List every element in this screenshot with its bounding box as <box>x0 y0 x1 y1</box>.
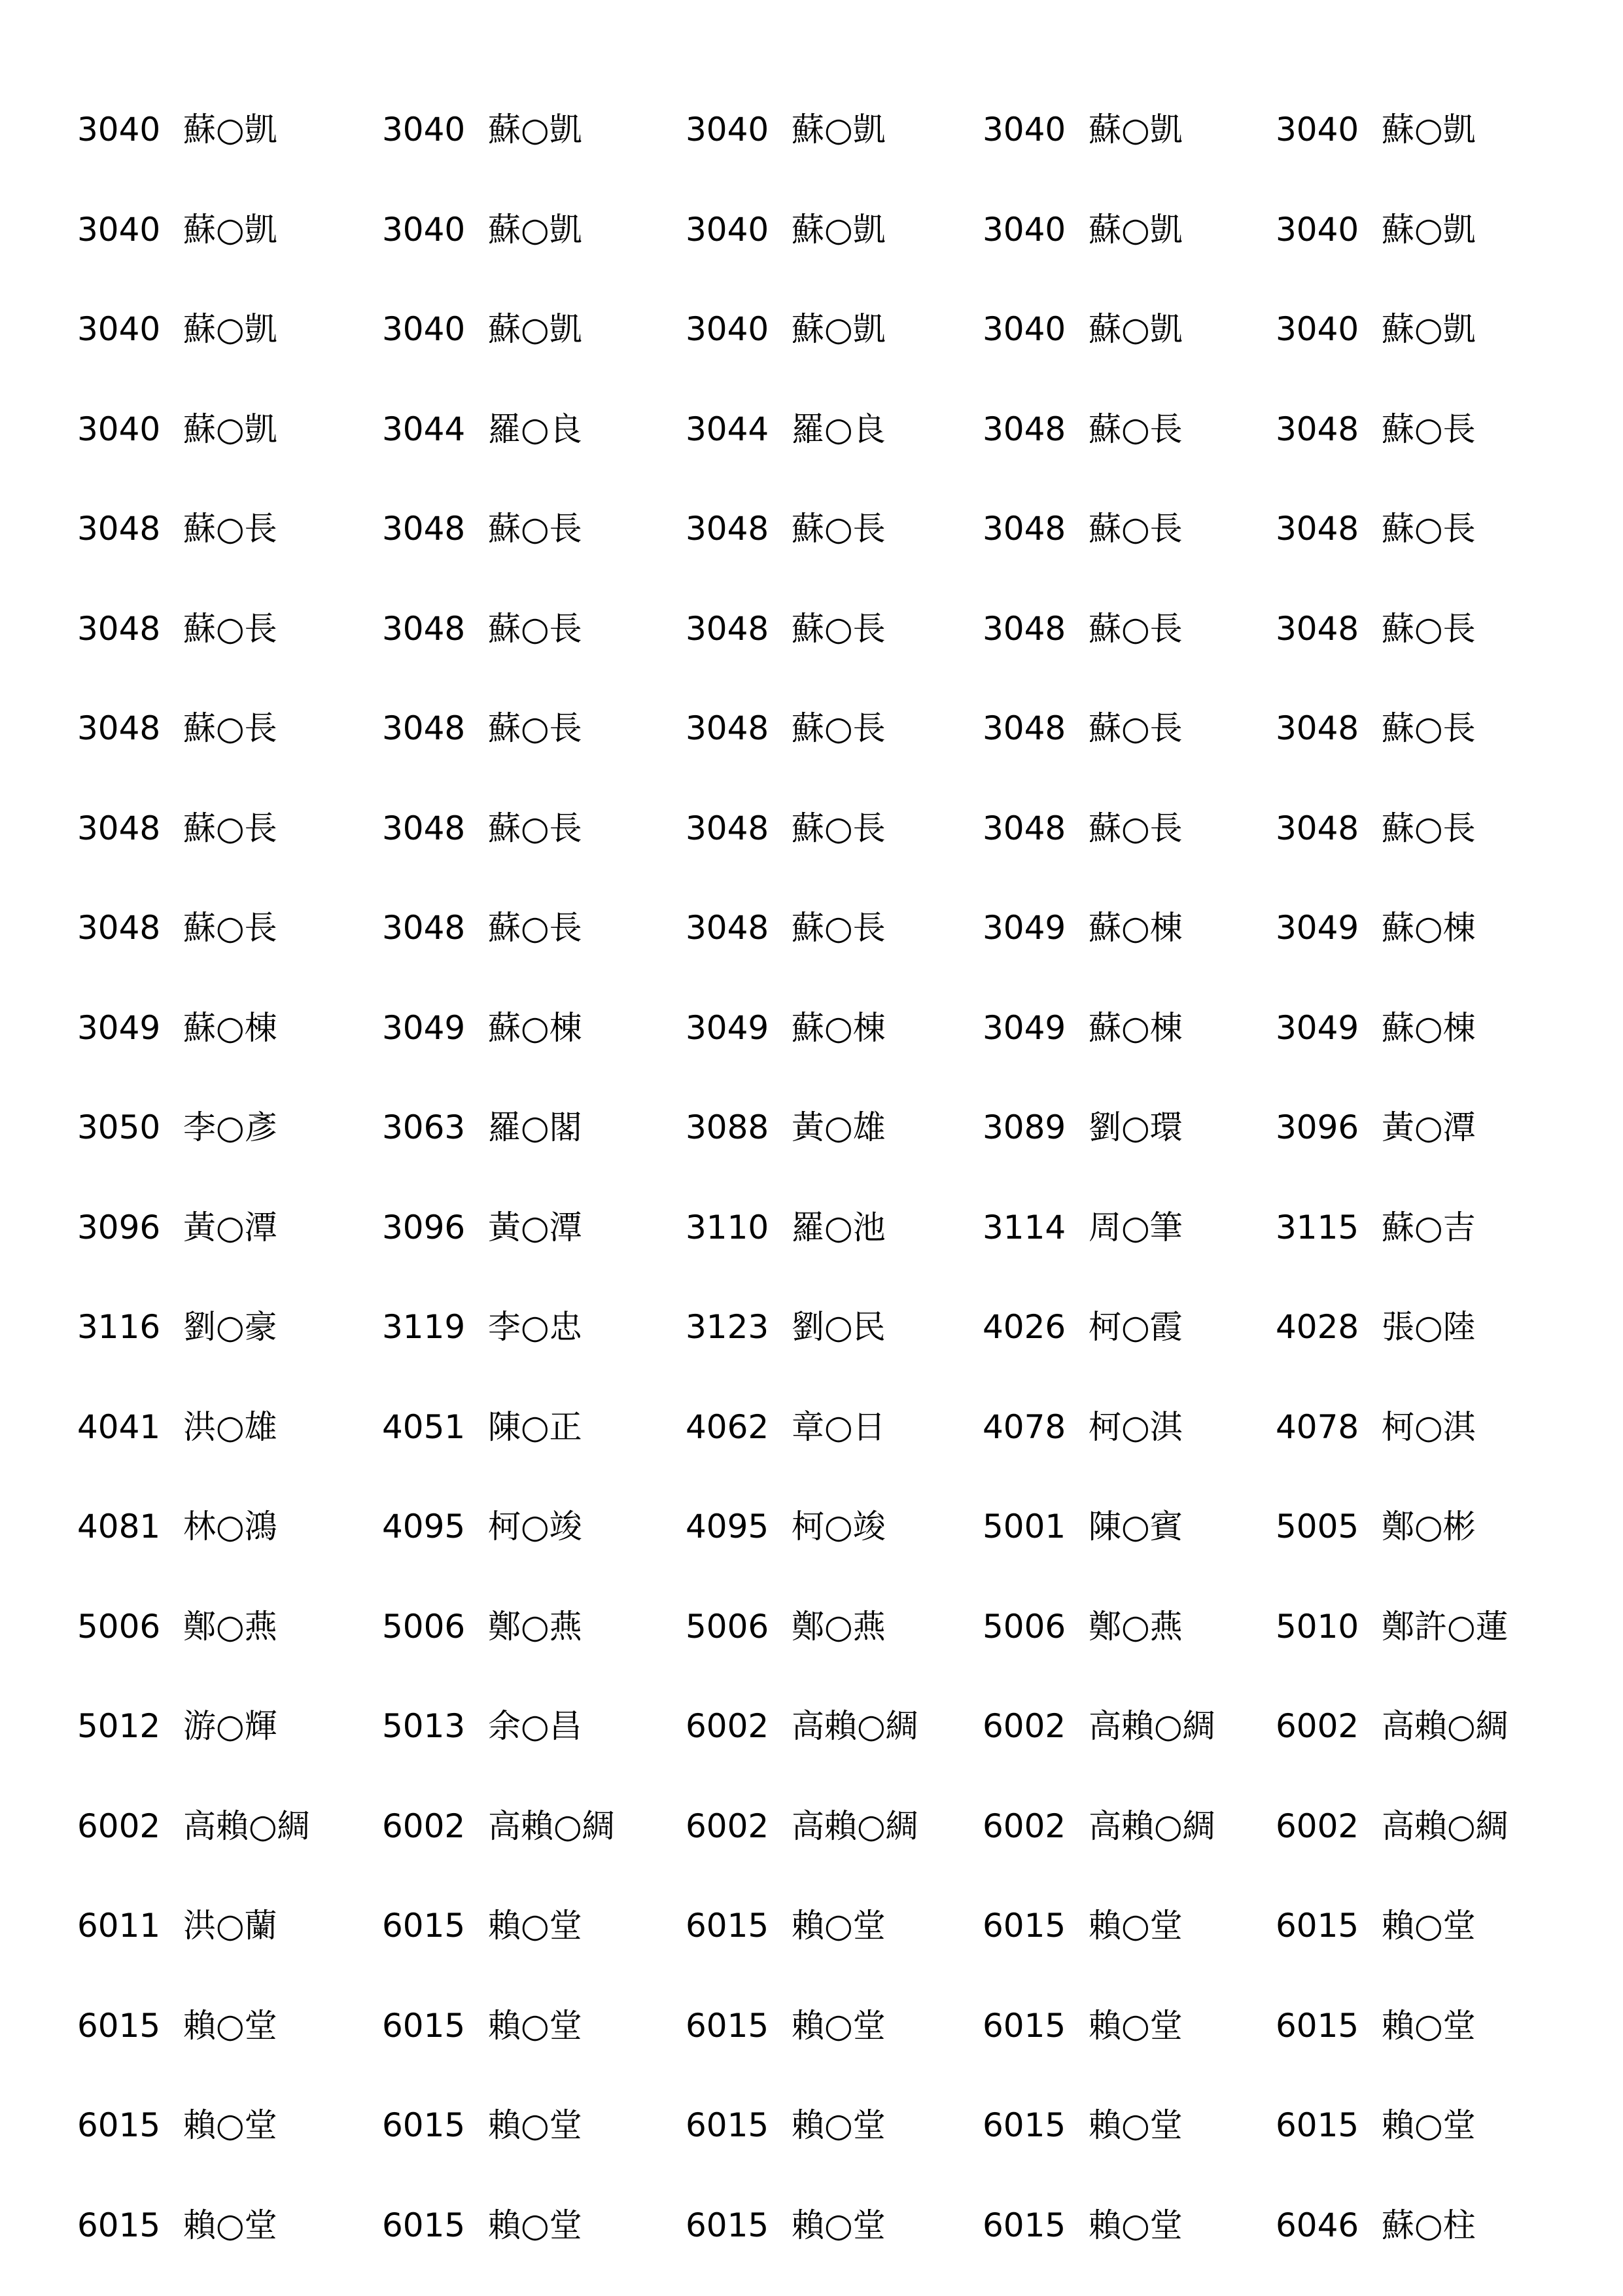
record-row <box>0 696 1623 761</box>
record-row <box>0 796 1623 861</box>
record-name: 柯○淇 <box>1382 1407 1476 1446</box>
record-name: 蘇○凱 <box>183 310 277 348</box>
record-name: 蘇○長 <box>1382 609 1476 648</box>
record-row <box>0 197 1623 262</box>
record-row <box>0 1893 1623 1958</box>
record-name: 蘇○長 <box>1089 609 1183 648</box>
record-row <box>0 1394 1623 1460</box>
record-number: 3048 <box>382 510 466 548</box>
record-row <box>0 2093 1623 2158</box>
record-number: 3110 <box>686 1208 769 1246</box>
record-name: 李○彥 <box>183 1108 277 1146</box>
record-number: 3040 <box>1276 310 1359 348</box>
record-number: 6015 <box>983 2206 1066 2244</box>
record-number: 6015 <box>382 2106 466 2144</box>
record-name: 蘇○長 <box>183 609 277 648</box>
record-number: 4062 <box>686 1407 769 1446</box>
record-name: 林○鴻 <box>183 1508 277 1545</box>
record-name: 蘇○凱 <box>792 310 886 348</box>
record-number: 5010 <box>1276 1607 1359 1646</box>
record-row <box>0 1693 1623 1759</box>
record-number: 3048 <box>382 609 466 648</box>
record-number: 4078 <box>1276 1407 1359 1446</box>
record-name: 鄭○彬 <box>1382 1508 1476 1545</box>
record-number: 5006 <box>983 1607 1066 1646</box>
record-name: 賴○堂 <box>1089 2106 1183 2144</box>
record-name: 蘇○長 <box>183 510 277 548</box>
record-number: 3048 <box>983 410 1066 448</box>
record-name: 高賴○綢 <box>792 1707 918 1745</box>
record-row <box>0 2193 1623 2258</box>
record-number: 3040 <box>983 310 1066 348</box>
record-number: 3049 <box>686 1008 769 1047</box>
record-number: 3049 <box>983 909 1066 947</box>
record-name: 蘇○凱 <box>1089 111 1183 149</box>
record-name: 蘇○長 <box>1089 709 1183 747</box>
record-name: 陳○正 <box>488 1407 582 1446</box>
record-row <box>0 1294 1623 1360</box>
record-name: 蘇○凱 <box>183 210 277 249</box>
record-name: 蘇○棟 <box>1382 909 1476 947</box>
record-name: 鄭○燕 <box>183 1607 277 1646</box>
record-name: 蘇○長 <box>792 510 886 548</box>
record-name: 章○日 <box>792 1407 886 1446</box>
record-name: 蘇○長 <box>792 609 886 648</box>
record-number: 3048 <box>77 510 161 548</box>
record-number: 3040 <box>77 310 161 348</box>
record-number: 5013 <box>382 1707 466 1745</box>
record-name: 高賴○綢 <box>183 1807 310 1845</box>
record-number: 4028 <box>1276 1308 1359 1346</box>
record-name: 蘇○柱 <box>1382 2206 1476 2244</box>
record-name: 蘇○長 <box>792 809 886 847</box>
record-name: 蘇○凱 <box>488 111 582 149</box>
record-number: 3040 <box>983 210 1066 249</box>
record-number: 4026 <box>983 1308 1066 1346</box>
record-name: 劉○環 <box>1089 1108 1183 1146</box>
record-number: 6046 <box>1276 2206 1359 2244</box>
record-name: 黃○潭 <box>488 1208 582 1246</box>
record-number: 6015 <box>77 2106 161 2144</box>
record-name: 賴○堂 <box>792 2206 886 2244</box>
record-number: 3119 <box>382 1308 466 1346</box>
record-name: 蘇○長 <box>183 909 277 947</box>
record-row <box>0 496 1623 561</box>
record-number: 5001 <box>983 1508 1066 1545</box>
record-number: 6015 <box>1276 2006 1359 2045</box>
record-number: 5006 <box>382 1607 466 1646</box>
record-name: 蘇○凱 <box>1382 210 1476 249</box>
record-number: 4078 <box>983 1407 1066 1446</box>
record-name: 蘇○長 <box>488 909 582 947</box>
record-name: 賴○堂 <box>1089 2006 1183 2045</box>
record-number: 3048 <box>983 809 1066 847</box>
record-number: 6002 <box>382 1807 466 1845</box>
record-name: 賴○堂 <box>1089 1907 1183 1945</box>
record-name: 蘇○凱 <box>1089 310 1183 348</box>
record-row <box>0 1993 1623 2058</box>
record-number: 6015 <box>1276 1907 1359 1945</box>
record-name: 游○輝 <box>183 1707 277 1745</box>
record-name: 蘇○長 <box>1089 410 1183 448</box>
record-name: 李○忠 <box>488 1308 582 1346</box>
record-number: 5006 <box>77 1607 161 1646</box>
record-number: 3048 <box>77 809 161 847</box>
record-number: 3040 <box>382 210 466 249</box>
record-row <box>0 995 1623 1061</box>
record-number: 3115 <box>1276 1208 1359 1246</box>
record-number: 3049 <box>382 1008 466 1047</box>
record-number: 3048 <box>983 510 1066 548</box>
record-name: 張○陸 <box>1382 1308 1476 1346</box>
record-number: 6002 <box>686 1807 769 1845</box>
record-name: 鄭○燕 <box>792 1607 886 1646</box>
record-number: 3088 <box>686 1108 769 1146</box>
record-number: 6015 <box>983 2006 1066 2045</box>
record-number: 6002 <box>983 1707 1066 1745</box>
record-name: 蘇○凱 <box>183 111 277 149</box>
record-name: 蘇○長 <box>792 909 886 947</box>
record-name: 蘇○凱 <box>792 210 886 249</box>
record-number: 3048 <box>686 709 769 747</box>
record-name: 柯○霞 <box>1089 1308 1183 1346</box>
record-number: 3096 <box>77 1208 161 1246</box>
record-number: 6015 <box>77 2206 161 2244</box>
record-number: 3048 <box>1276 410 1359 448</box>
record-number: 6015 <box>686 2106 769 2144</box>
record-name: 陳○賓 <box>1089 1508 1183 1545</box>
record-name: 賴○堂 <box>792 1907 886 1945</box>
record-name: 蘇○長 <box>183 809 277 847</box>
record-number: 3040 <box>1276 210 1359 249</box>
record-number: 6015 <box>983 1907 1066 1945</box>
record-name: 蘇○凱 <box>1089 210 1183 249</box>
record-number: 3040 <box>686 310 769 348</box>
record-number: 3040 <box>382 310 466 348</box>
record-number: 6002 <box>1276 1807 1359 1845</box>
record-number: 3116 <box>77 1308 161 1346</box>
record-number: 3048 <box>686 909 769 947</box>
record-number: 3048 <box>1276 709 1359 747</box>
record-number: 4095 <box>382 1508 466 1545</box>
record-name: 蘇○凱 <box>1382 111 1476 149</box>
record-number: 3048 <box>382 909 466 947</box>
record-number: 3048 <box>983 709 1066 747</box>
record-name: 蘇○棟 <box>183 1008 277 1047</box>
record-number: 4051 <box>382 1407 466 1446</box>
record-number: 6015 <box>686 1907 769 1945</box>
record-row <box>0 1195 1623 1260</box>
record-number: 3040 <box>1276 111 1359 149</box>
record-number: 3048 <box>1276 609 1359 648</box>
record-name: 周○筆 <box>1089 1208 1183 1246</box>
record-number: 6015 <box>382 2206 466 2244</box>
record-number: 3048 <box>686 609 769 648</box>
record-number: 3048 <box>1276 510 1359 548</box>
record-number: 6015 <box>382 2006 466 2045</box>
record-number: 3040 <box>686 111 769 149</box>
record-number: 3048 <box>983 609 1066 648</box>
record-name: 賴○堂 <box>183 2206 277 2244</box>
record-number: 6002 <box>686 1707 769 1745</box>
record-name: 蘇○長 <box>792 709 886 747</box>
record-row <box>0 895 1623 961</box>
record-name: 蘇○凱 <box>488 210 582 249</box>
record-name: 黃○潭 <box>183 1208 277 1246</box>
record-number: 3040 <box>983 111 1066 149</box>
record-name: 蘇○長 <box>1382 410 1476 448</box>
record-name: 蘇○棟 <box>488 1008 582 1047</box>
record-number: 3123 <box>686 1308 769 1346</box>
record-name: 鄭○燕 <box>1089 1607 1183 1646</box>
record-number: 3048 <box>1276 809 1359 847</box>
record-number: 6015 <box>686 2206 769 2244</box>
record-name: 柯○淇 <box>1089 1407 1183 1446</box>
record-number: 3040 <box>77 210 161 249</box>
record-name: 高賴○綢 <box>1382 1807 1509 1845</box>
record-name: 羅○良 <box>792 410 886 448</box>
record-name: 蘇○吉 <box>1382 1208 1476 1246</box>
record-name: 賴○堂 <box>1089 2206 1183 2244</box>
record-name: 蘇○凱 <box>1382 310 1476 348</box>
record-name: 賴○堂 <box>183 2106 277 2144</box>
record-name: 高賴○綢 <box>1382 1707 1509 1745</box>
record-number: 3040 <box>382 111 466 149</box>
record-name: 蘇○長 <box>488 609 582 648</box>
record-number: 3063 <box>382 1108 466 1146</box>
record-name: 蘇○棟 <box>1089 909 1183 947</box>
record-name: 黃○雄 <box>792 1108 886 1146</box>
record-name: 劉○民 <box>792 1308 886 1346</box>
record-name: 黃○潭 <box>1382 1108 1476 1146</box>
record-name: 鄭○燕 <box>488 1607 582 1646</box>
record-number: 5012 <box>77 1707 161 1745</box>
record-number: 3048 <box>382 709 466 747</box>
record-name: 賴○堂 <box>1382 2106 1476 2144</box>
record-row <box>0 1793 1623 1859</box>
record-number: 3040 <box>686 210 769 249</box>
record-number: 6002 <box>77 1807 161 1845</box>
record-name: 洪○蘭 <box>183 1907 277 1945</box>
record-name: 蘇○長 <box>488 510 582 548</box>
record-number: 3048 <box>77 909 161 947</box>
record-number: 3048 <box>77 609 161 648</box>
record-number: 6015 <box>1276 2106 1359 2144</box>
record-number: 3048 <box>686 809 769 847</box>
record-name: 蘇○長 <box>183 709 277 747</box>
record-number: 3049 <box>1276 909 1359 947</box>
record-number: 6011 <box>77 1907 161 1945</box>
record-name: 蘇○凱 <box>488 310 582 348</box>
record-number: 6015 <box>77 2006 161 2045</box>
record-name: 蘇○長 <box>1382 709 1476 747</box>
record-number: 4041 <box>77 1407 161 1446</box>
record-name: 蘇○棟 <box>792 1008 886 1047</box>
record-number: 3044 <box>382 410 466 448</box>
record-name: 賴○堂 <box>488 2006 582 2045</box>
record-name: 蘇○長 <box>1382 809 1476 847</box>
record-row <box>0 1594 1623 1659</box>
record-name: 蘇○長 <box>1089 510 1183 548</box>
record-name: 洪○雄 <box>183 1407 277 1446</box>
record-number: 3049 <box>1276 1008 1359 1047</box>
record-name: 賴○堂 <box>792 2106 886 2144</box>
record-name: 高賴○綢 <box>488 1807 615 1845</box>
record-name: 賴○堂 <box>183 2006 277 2045</box>
record-name: 蘇○凱 <box>792 111 886 149</box>
record-number: 3040 <box>77 111 161 149</box>
record-name: 蘇○棟 <box>1089 1008 1183 1047</box>
record-name: 高賴○綢 <box>1089 1707 1215 1745</box>
record-name: 賴○堂 <box>488 2106 582 2144</box>
record-row <box>0 1494 1623 1559</box>
record-number: 3048 <box>382 809 466 847</box>
record-number: 4095 <box>686 1508 769 1545</box>
record-row <box>0 1095 1623 1160</box>
record-number: 5006 <box>686 1607 769 1646</box>
record-name: 蘇○長 <box>488 709 582 747</box>
record-row <box>0 296 1623 362</box>
record-number: 3049 <box>983 1008 1066 1047</box>
record-number: 3114 <box>983 1208 1066 1246</box>
record-name: 蘇○棟 <box>1382 1008 1476 1047</box>
record-name: 高賴○綢 <box>792 1807 918 1845</box>
record-number: 6015 <box>983 2106 1066 2144</box>
record-name: 羅○池 <box>792 1208 886 1246</box>
record-number: 3089 <box>983 1108 1066 1146</box>
record-name: 高賴○綢 <box>1089 1807 1215 1845</box>
record-name: 柯○竣 <box>488 1508 582 1545</box>
record-name: 賴○堂 <box>488 1907 582 1945</box>
record-name: 蘇○長 <box>488 809 582 847</box>
record-number: 3096 <box>1276 1108 1359 1146</box>
record-row <box>0 97 1623 162</box>
record-name: 羅○閣 <box>488 1108 582 1146</box>
record-number: 3048 <box>686 510 769 548</box>
record-name: 鄭許○蓮 <box>1382 1607 1509 1646</box>
record-name: 羅○良 <box>488 410 582 448</box>
record-name: 賴○堂 <box>1382 2006 1476 2045</box>
record-number: 6015 <box>382 1907 466 1945</box>
record-name: 余○昌 <box>488 1707 582 1745</box>
record-number: 6002 <box>1276 1707 1359 1745</box>
record-number: 6002 <box>983 1807 1066 1845</box>
record-number: 3040 <box>77 410 161 448</box>
record-number: 3049 <box>77 1008 161 1047</box>
record-number: 3096 <box>382 1208 466 1246</box>
record-name: 蘇○凱 <box>183 410 277 448</box>
record-name: 賴○堂 <box>1382 1907 1476 1945</box>
record-name: 柯○竣 <box>792 1508 886 1545</box>
record-number: 6015 <box>686 2006 769 2045</box>
record-number: 3050 <box>77 1108 161 1146</box>
record-name: 蘇○長 <box>1089 809 1183 847</box>
record-number: 3048 <box>77 709 161 747</box>
record-name: 賴○堂 <box>488 2206 582 2244</box>
record-name: 蘇○長 <box>1382 510 1476 548</box>
record-row <box>0 397 1623 462</box>
record-name: 賴○堂 <box>792 2006 886 2045</box>
record-name: 劉○豪 <box>183 1308 277 1346</box>
record-number: 5005 <box>1276 1508 1359 1545</box>
record-row <box>0 596 1623 662</box>
record-number: 4081 <box>77 1508 161 1545</box>
record-number: 3044 <box>686 410 769 448</box>
